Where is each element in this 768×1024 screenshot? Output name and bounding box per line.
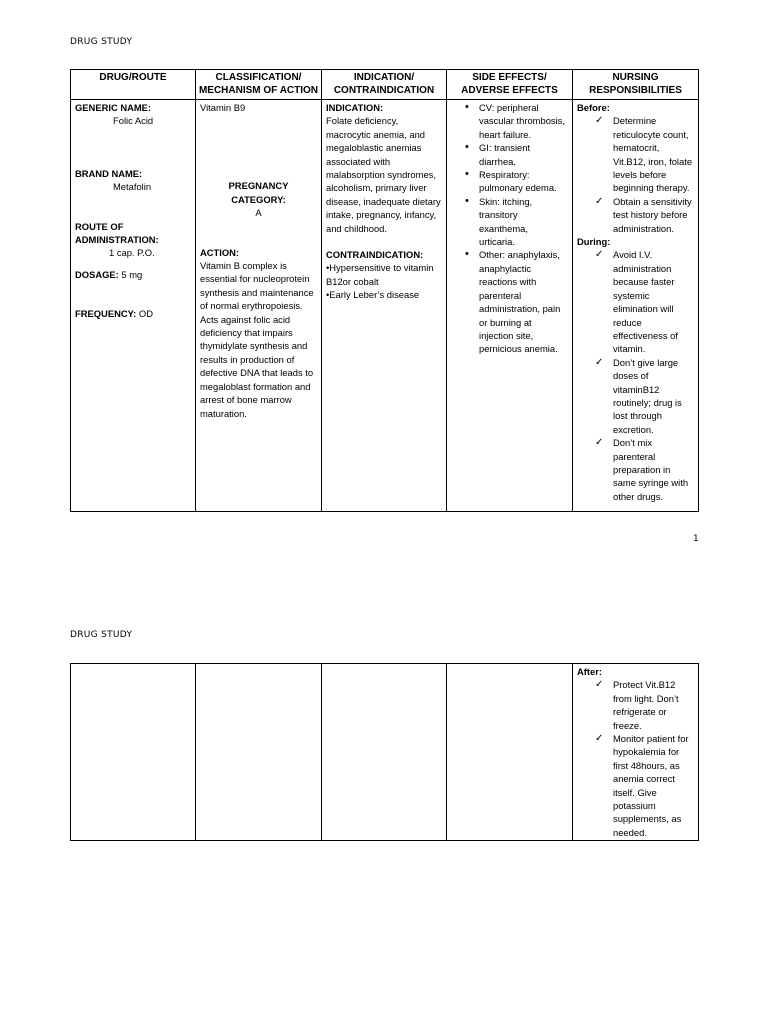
indication-cell bbox=[322, 100, 447, 512]
during-list bbox=[577, 248, 694, 503]
empty-cell bbox=[196, 664, 322, 841]
column-header-drug-route: DRUG/ROUTE bbox=[71, 70, 196, 100]
page-header: DRUG STUDY bbox=[70, 37, 133, 47]
before-label: Before: bbox=[577, 102, 610, 113]
empty-cell bbox=[71, 664, 196, 841]
generic-name-label: GENERIC NAME: bbox=[75, 102, 152, 113]
list-item bbox=[595, 195, 694, 235]
dosage-value: 5 mg bbox=[118, 268, 143, 280]
after-list bbox=[577, 678, 694, 839]
list-item: • Other: anaphylaxis, anaphylactic reactions with parenteral administration, pain or burning at injection site, pernicious anemia. bbox=[479, 248, 565, 355]
before-list bbox=[577, 114, 694, 235]
frequency-label: FREQUENCY: bbox=[75, 308, 137, 320]
action-label: ACTION: bbox=[200, 246, 240, 258]
list-item-text: Protect Vit.B12 from light. Don’t refrigerate or freeze. bbox=[613, 679, 679, 731]
table-row bbox=[71, 664, 699, 841]
indication-text: Folate deficiency, macrocytic anemia, and megaloblastic anemias associated with malabsorption syndromes, alcoholism, primary liver disease, inadequate dietary intake, pregnancy, infancy, and childhood. bbox=[326, 115, 441, 234]
side-effects-list bbox=[457, 101, 565, 356]
route-label-line1: ROUTE OF bbox=[75, 220, 124, 232]
column-header-side-effects: SIDE EFFECTS/ ADVERSE EFFECTS bbox=[447, 70, 573, 100]
column-header-indication: INDICATION/ CONTRAINDICATION bbox=[322, 70, 447, 100]
check-mark-icon: ✓ bbox=[595, 249, 604, 261]
list-item-text: Obtain a sensitivity test history before administration. bbox=[613, 195, 692, 234]
action-text: Vitamin B complex is essential for nucleoprotein synthesis and maintenance of normal erythropoiesis. Acts against folic acid deficiency that impairs thymidylate synthesis and results in production of defective DNA that leads to megaloblast formation and arrest of bone marrow maturation. bbox=[200, 260, 314, 419]
table-row bbox=[71, 100, 699, 512]
check-mark-icon: ✓ bbox=[595, 195, 604, 207]
classification-cell bbox=[196, 100, 322, 512]
indication-label: INDICATION: bbox=[326, 102, 384, 113]
list-item bbox=[595, 356, 694, 436]
table-header-row bbox=[71, 70, 699, 100]
side-effects-cell bbox=[447, 100, 573, 512]
after-label: After: bbox=[577, 666, 602, 677]
contraindication-label: CONTRAINDICATION: bbox=[326, 249, 424, 261]
nursing-cell bbox=[573, 664, 699, 841]
dosage-line bbox=[75, 268, 191, 281]
list-item: • GI: transient diarrhea. bbox=[479, 141, 565, 168]
check-mark-icon: ✓ bbox=[595, 437, 604, 449]
list-item bbox=[595, 114, 694, 194]
list-item-text: Determine reticulocyte count, hematocrit, Vit.B12, iron, folate levels before beginning therapy. bbox=[613, 115, 693, 194]
list-item bbox=[595, 436, 694, 503]
check-mark-icon: ✓ bbox=[595, 115, 604, 127]
list-item: • Respiratory: pulmonary edema. bbox=[479, 168, 565, 195]
list-item bbox=[595, 732, 694, 839]
page-header: DRUG STUDY bbox=[70, 630, 133, 640]
column-header-classification: CLASSIFICATION/ MECHANISM OF ACTION bbox=[196, 70, 322, 100]
list-item: • Skin: itching, transitory exanthema, urticaria. bbox=[479, 195, 565, 249]
list-item-text: Monitor patient for hypokalemia for first 48hours, as anemia correct itself. Give potassium supplements, as needed. bbox=[613, 733, 689, 838]
check-mark-icon: ✓ bbox=[595, 356, 604, 368]
check-mark-icon: ✓ bbox=[595, 679, 604, 691]
contraindication-item: •Hypersensitive to vitamin B12or cobalt bbox=[326, 262, 434, 287]
classification-value: Vitamin B9 bbox=[200, 102, 246, 113]
list-item bbox=[595, 248, 694, 355]
generic-name-value: Folic Acid bbox=[113, 115, 154, 127]
drug-route-cell bbox=[71, 100, 196, 512]
frequency-value: OD bbox=[136, 308, 153, 320]
route-label-line2: ADMINISTRATION: bbox=[75, 234, 159, 246]
list-item-text: Don’t mix parenteral preparation in same syringe with other drugs. bbox=[613, 437, 689, 502]
list-item-text: Don’t give large doses of vitaminB12 routinely; drug is lost through excretion. bbox=[613, 356, 682, 435]
pregnancy-category-value: A bbox=[255, 207, 262, 219]
pregnancy-label-line1: PREGNANCY bbox=[228, 180, 289, 192]
list-item-text: Avoid I.V. administration because faster systemic elimination will reduce effectiveness of vitamin. bbox=[613, 249, 678, 355]
route-value: 1 cap. P.O. bbox=[109, 247, 155, 259]
brand-name-value: Metafolin bbox=[113, 181, 152, 193]
contraindication-item: •Early Leber’s disease bbox=[326, 289, 420, 301]
page-number: 1 bbox=[693, 534, 699, 544]
empty-cell bbox=[322, 664, 447, 841]
list-item bbox=[595, 678, 694, 732]
check-mark-icon: ✓ bbox=[595, 733, 604, 745]
brand-name-label: BRAND NAME: bbox=[75, 167, 143, 179]
drug-study-table-continued bbox=[70, 663, 699, 841]
empty-cell bbox=[447, 664, 573, 841]
frequency-line bbox=[75, 307, 191, 320]
column-header-nursing: NURSING RESPONSIBILITIES bbox=[573, 70, 699, 100]
pregnancy-label-line2: CATEGORY: bbox=[231, 193, 286, 205]
during-label: During: bbox=[577, 236, 611, 248]
list-item: • CV: peripheral vascular thrombosis, heart failure. bbox=[479, 101, 565, 141]
drug-study-table bbox=[70, 69, 699, 512]
nursing-cell bbox=[573, 100, 699, 512]
dosage-label: DOSAGE: bbox=[75, 268, 119, 280]
